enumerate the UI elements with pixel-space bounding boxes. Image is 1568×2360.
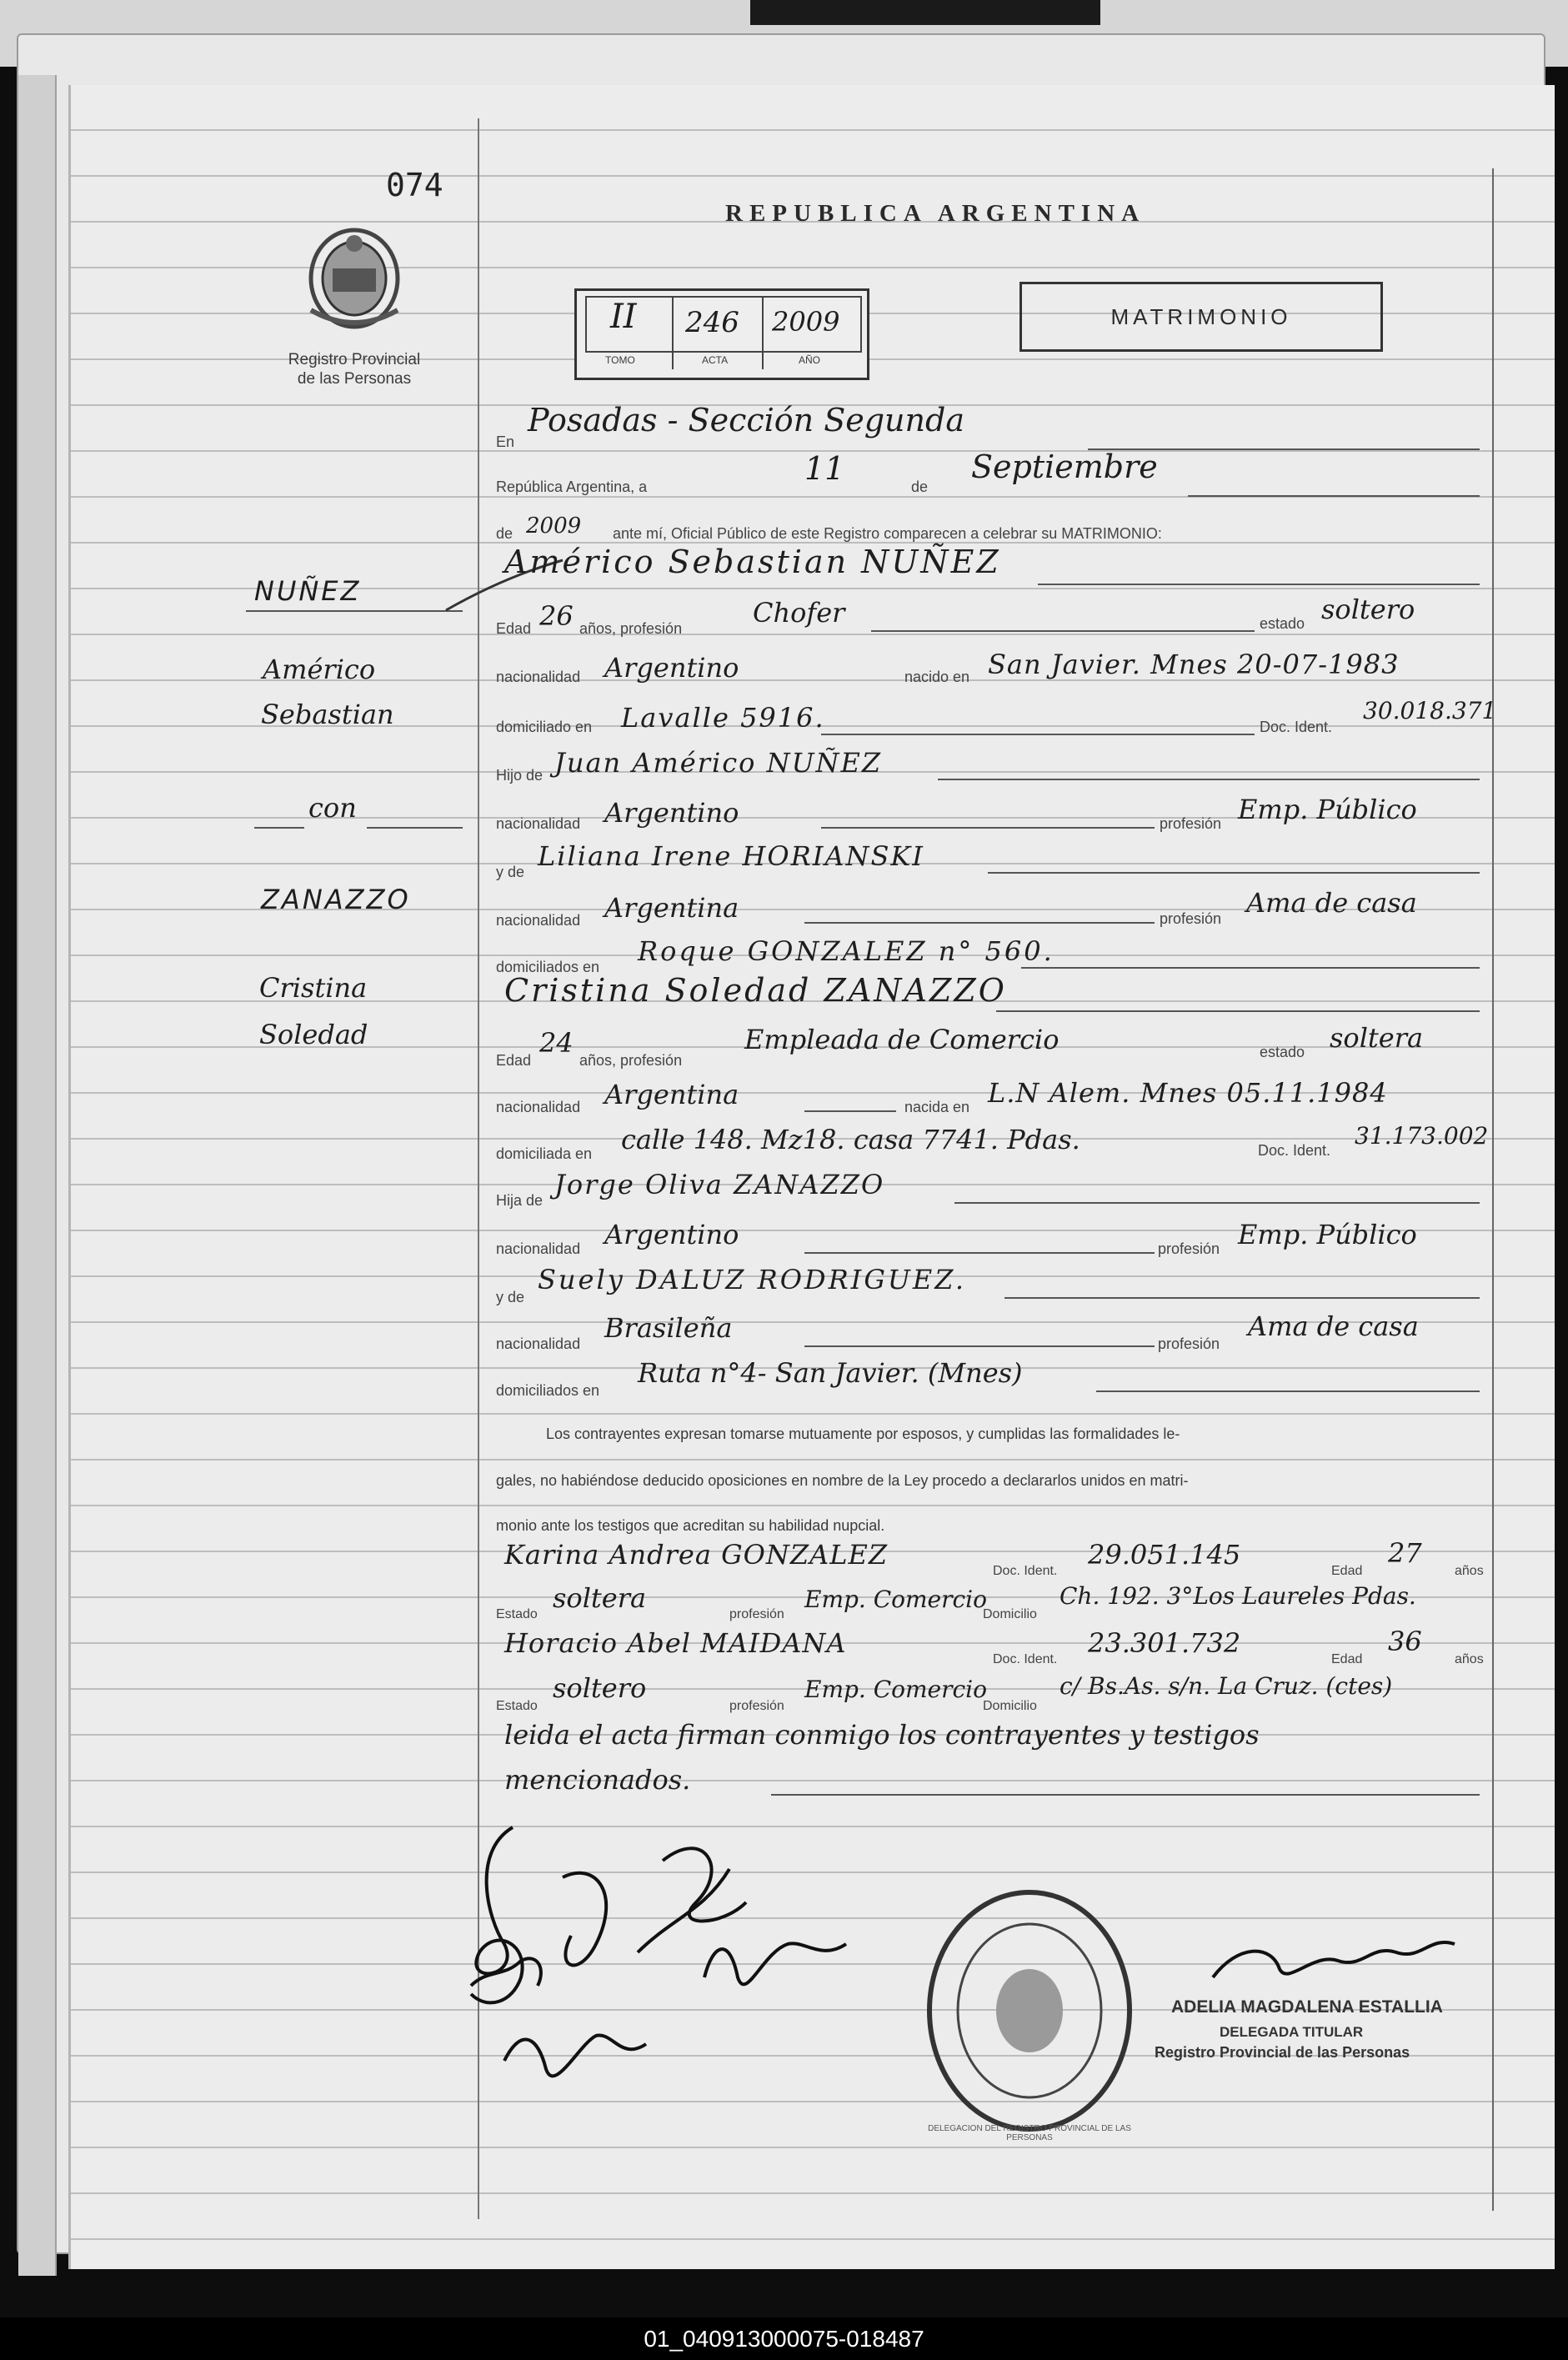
label-doc-ident-1: Doc. Ident. <box>1260 719 1333 735</box>
day-value: 11 <box>804 450 845 487</box>
bride-father: Jorge Oliva ZANAZZO <box>554 1169 885 1200</box>
bride-nationality: Argentina <box>604 1079 739 1110</box>
page-edge <box>18 75 57 2276</box>
label-nacido-en: nacido en <box>904 669 970 685</box>
bride-doc: 31.173.002 <box>1355 1122 1489 1150</box>
label-profesion-3: profesión <box>1158 1240 1220 1257</box>
registry-line-2: de las Personas <box>297 370 412 388</box>
anio-label: AÑO <box>799 354 821 366</box>
closing-text-2: gales, no habiéndose deducido oposiciones en nombre de la Ley procedo a declararlos unidos en matri- <box>496 1472 1189 1489</box>
label-domiciliado-en: domiciliado en <box>496 719 593 735</box>
register-sheet <box>68 85 1555 2269</box>
bride-parents-address: Ruta n°4- San Javier. (Mnes) <box>638 1357 1023 1389</box>
label-w2-anios: años <box>1455 1652 1484 1666</box>
registry-name <box>254 350 454 388</box>
registry-line-1: Registro Provincial <box>288 351 421 368</box>
groom-mother: Liliana Irene HORIANSKI <box>538 840 924 872</box>
label-w2-edad: Edad <box>1331 1652 1363 1666</box>
coat-of-arms-icon <box>296 218 413 335</box>
label-w1-estado: Estado <box>496 1607 538 1621</box>
witness1-doc: 29.051.145 <box>1088 1539 1241 1571</box>
margin-groom-name-1: Américo <box>263 654 376 685</box>
label-ante-mi: ante mí, Oficial Público de este Registro comparecen a celebrar su MATRIMONIO: <box>613 525 1162 542</box>
label-domiciliados-en-2: domiciliados en <box>496 1382 600 1399</box>
signatures-image <box>454 1819 921 2119</box>
label-estado: estado <box>1260 615 1305 632</box>
witness2-doc: 23.301.732 <box>1088 1627 1241 1659</box>
witness2-profession: Emp. Comercio <box>804 1676 987 1703</box>
witness2-address: c/ Bs.As. s/n. La Cruz. (ctes) <box>1060 1672 1393 1700</box>
witness2-estado: soltero <box>553 1672 647 1704</box>
label-nacionalidad-1: nacionalidad <box>496 669 581 685</box>
witness1-name: Karina Andrea GONZALEZ <box>504 1539 889 1571</box>
bride-mother: Suely DALUZ RODRIGUEZ. <box>538 1264 967 1295</box>
city-value: Posadas - Sección Segunda <box>528 402 964 438</box>
official-seal <box>921 1886 1138 2142</box>
label-estado-2: estado <box>1260 1044 1305 1060</box>
bride-estado: soltera <box>1330 1022 1424 1054</box>
closing-handwritten-2: mencionados. <box>504 1764 691 1796</box>
scan-artifact <box>750 0 1100 25</box>
label-domiciliada-en: domiciliada en <box>496 1145 593 1162</box>
month-value: Septiembre <box>971 448 1158 485</box>
groom-father: Juan Américo NUÑEZ <box>554 747 883 779</box>
groom-mother-nationality: Argentina <box>604 892 739 924</box>
label-nacionalidad-6: nacionalidad <box>496 1335 581 1352</box>
label-profesion-1: profesión <box>1160 815 1222 832</box>
groom-father-profession: Emp. Público <box>1238 794 1417 825</box>
label-hija-de: Hija de <box>496 1192 544 1209</box>
year-value: 2009 <box>526 514 582 539</box>
tomo-value: II <box>610 298 637 336</box>
doc-type-box: MATRIMONIO <box>1019 282 1383 352</box>
label-nacionalidad-2: nacionalidad <box>496 815 581 832</box>
label-republica: República Argentina, a <box>496 479 648 495</box>
bride-full-name: Cristina Soledad ZANAZZO <box>504 972 1007 1009</box>
groom-address: Lavalle 5916. <box>621 702 825 734</box>
register-page <box>17 33 1545 2254</box>
label-w2-doc: Doc. Ident. <box>993 1652 1058 1666</box>
bride-mother-nationality: Brasileña <box>604 1312 733 1344</box>
closing-text-3: monio ante los testigos que acreditan su habilidad nupcial. <box>496 1517 885 1534</box>
tomo-label: TOMO <box>605 354 635 366</box>
margin-con: con <box>308 792 357 824</box>
margin-bride-name-2: Soledad <box>259 1019 368 1050</box>
label-nacionalidad-4: nacionalidad <box>496 1099 581 1115</box>
closing-text-1: Los contrayentes expresan tomarse mutuamente por esposos, y cumplidas las formalidades le- <box>546 1426 1180 1442</box>
groom-profession: Chofer <box>753 597 845 629</box>
label-en: En <box>496 433 515 450</box>
label-de: de <box>911 479 929 495</box>
groom-nationality: Argentino <box>604 652 739 684</box>
bride-age: 24 <box>539 1027 574 1059</box>
registrar-title: DELEGADA TITULAR <box>1220 2024 1364 2040</box>
groom-doc: 30.018.371 <box>1363 697 1497 724</box>
bride-mother-profession: Ama de casa <box>1248 1310 1419 1342</box>
bride-birthplace: L.N Alem. Mnes 05.11.1984 <box>988 1077 1388 1109</box>
label-y-de-1: y de <box>496 864 525 880</box>
groom-parents-address: Roque GONZALEZ n° 560. <box>638 935 1055 967</box>
registrar-name: ADELIA MAGDALENA ESTALLIA <box>1171 1997 1443 2017</box>
label-edad-2: Edad <box>496 1052 532 1069</box>
acta-value: 246 <box>685 306 739 339</box>
label-nacida-en: nacida en <box>904 1099 970 1115</box>
scan-id-footer: 01_040913000075-018487 <box>0 2317 1568 2360</box>
bride-father-profession: Emp. Público <box>1238 1219 1417 1250</box>
margin-bride-surname: ZANAZZO <box>261 884 411 915</box>
record-number-box <box>574 288 869 380</box>
label-nacionalidad-3: nacionalidad <box>496 912 581 929</box>
witness1-address: Ch. 192. 3°Los Laureles Pdas. <box>1060 1582 1416 1610</box>
label-nacionalidad-5: nacionalidad <box>496 1240 581 1257</box>
witness2-name: Horacio Abel MAIDANA <box>504 1627 847 1659</box>
label-profesion-4: profesión <box>1158 1335 1220 1352</box>
margin-groom-surname: NUÑEZ <box>254 575 362 607</box>
anio-value: 2009 <box>772 306 840 338</box>
label-anios-profesion-2: años, profesión <box>579 1052 683 1069</box>
label-doc-ident-2: Doc. Ident. <box>1258 1142 1331 1159</box>
label-profesion-2: profesión <box>1160 910 1222 927</box>
groom-age: 26 <box>539 600 574 632</box>
groom-birthplace: San Javier. Mnes 20-07-1983 <box>988 649 1400 680</box>
label-w1-profesion: profesión <box>729 1607 784 1621</box>
right-frame-line <box>1492 168 1494 2211</box>
label-y-de-2: y de <box>496 1289 525 1305</box>
acta-label: ACTA <box>702 354 729 366</box>
label-edad: Edad <box>496 620 532 637</box>
label-de-year: de <box>496 525 513 542</box>
label-w2-profesion: profesión <box>729 1699 784 1713</box>
witness1-profession: Emp. Comercio <box>804 1586 987 1613</box>
registrar-signature <box>1205 1919 1488 2002</box>
label-domiciliados-en-1: domiciliados en <box>496 959 600 975</box>
folio-number: 074 <box>386 167 443 203</box>
groom-father-nationality: Argentino <box>604 797 739 829</box>
label-w1-doc: Doc. Ident. <box>993 1564 1058 1578</box>
groom-full-name: Américo Sebastian NUÑEZ <box>504 544 1001 580</box>
groom-estado: soltero <box>1321 594 1415 625</box>
witness1-age: 27 <box>1388 1537 1422 1569</box>
label-w1-anios: años <box>1455 1564 1484 1578</box>
closing-handwritten-1: leida el acta firman conmigo los contrayentes y testigos <box>504 1719 1260 1751</box>
margin-groom-name-2: Sebastian <box>261 699 394 730</box>
label-w1-domicilio: Domicilio <box>983 1607 1037 1621</box>
label-w1-edad: Edad <box>1331 1564 1363 1578</box>
label-hijo-de: Hijo de <box>496 767 544 784</box>
label-w2-estado: Estado <box>496 1699 538 1713</box>
country-title: REPUBLICA ARGENTINA <box>725 200 1146 227</box>
witness1-estado: soltera <box>553 1582 647 1614</box>
margin-bride-name-1: Cristina <box>259 972 368 1004</box>
bride-address: calle 148. Mz18. casa 7741. Pdas. <box>621 1124 1080 1155</box>
bride-profession: Empleada de Comercio <box>744 1024 1060 1055</box>
label-anios-profesion: años, profesión <box>579 620 683 637</box>
registrar-org: Registro Provincial de las Personas <box>1155 2044 1410 2061</box>
seal-text: DELEGACION DEL REGISTRO PROVINCIAL DE LAS PERSONAS <box>928 2124 1131 2142</box>
witness2-age: 36 <box>1388 1626 1422 1657</box>
groom-mother-profession: Ama de casa <box>1246 887 1417 919</box>
bride-father-nationality: Argentino <box>604 1219 739 1250</box>
label-w2-domicilio: Domicilio <box>983 1699 1037 1713</box>
